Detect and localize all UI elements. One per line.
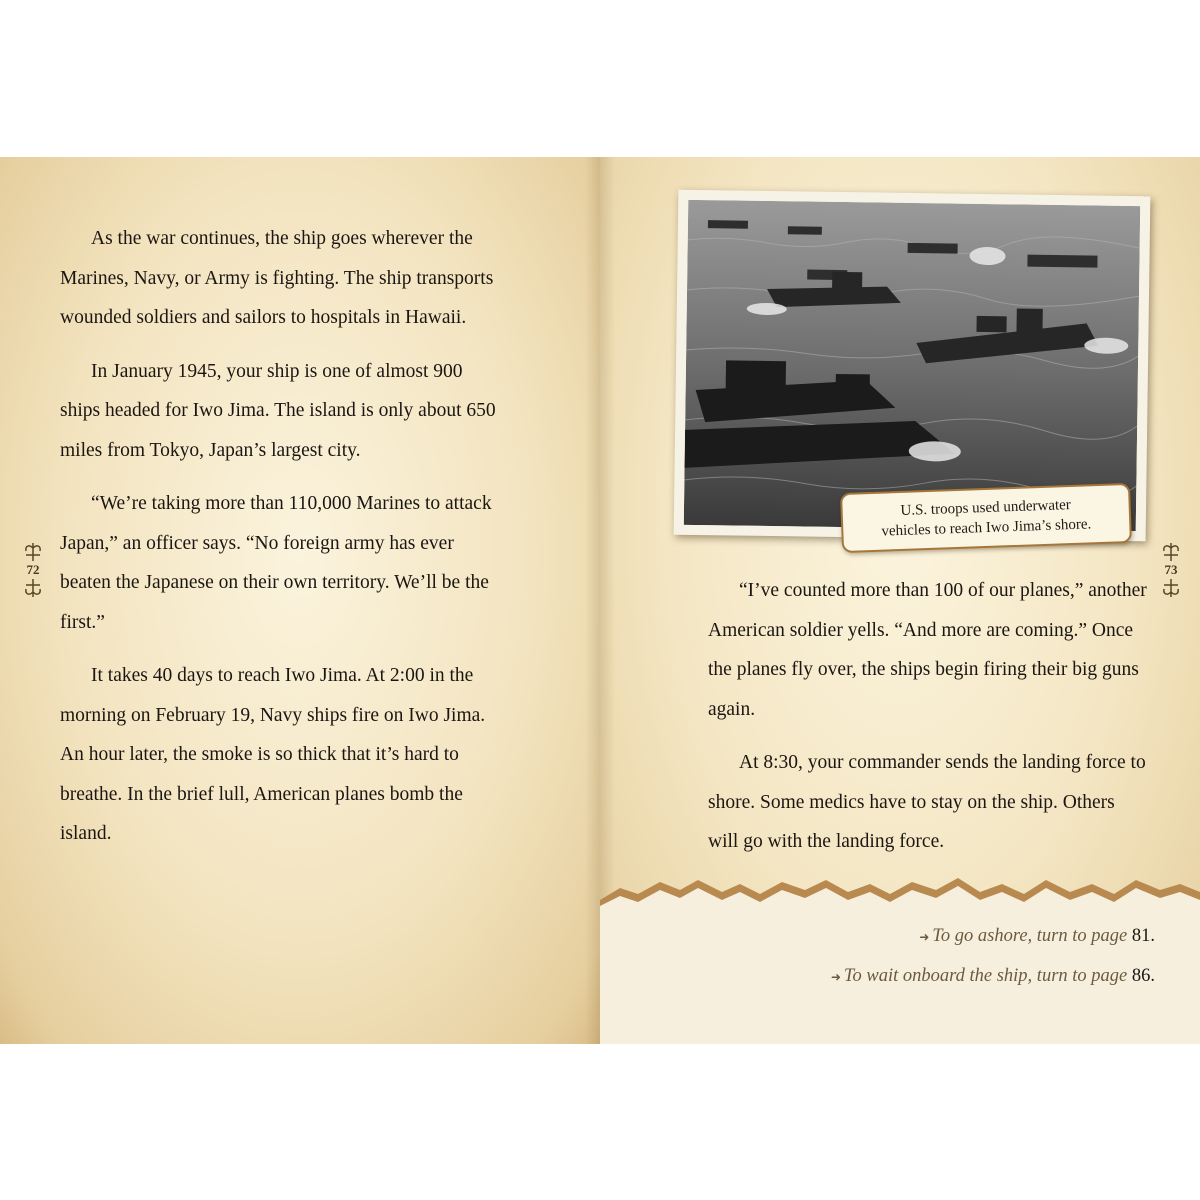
page-number-left: 72: [26, 562, 40, 577]
page-number-right: 73: [1164, 562, 1178, 577]
caption-line-1: U.S. troops used underwater: [900, 497, 1072, 519]
folio-right: [1156, 542, 1186, 598]
arrow-bullet-icon: ➜: [919, 930, 930, 944]
right-paragraph-1: “I’ve counted more than 100 of our planes,” another American soldier yells. “And more are coming.” Once the planes fly over, the ships begin firing their big guns again.: [708, 580, 1147, 720]
caption-line-2: vehicles to reach Iwo Jima’s shore.: [881, 516, 1092, 540]
left-paragraph-4: It takes 40 days to reach Iwo Jima. At 2:00 in the morning on February 19, Navy ships fire on Iwo Jima. An hour later, the smoke is so thick that it’s hard to breathe. In the brief lull, American planes bomb the island.: [60, 665, 486, 844]
photo-caption: [840, 483, 1132, 553]
folio-left: [18, 542, 48, 598]
right-paragraph-2: At 8:30, your commander sends the landing force to shore. Some medics have to stay on the ship. Others will go with the landing force.: [708, 752, 1146, 852]
choice-2-text: To wait onboard the ship, turn to page: [843, 966, 1128, 986]
photo-image: [684, 200, 1140, 531]
torn-paper-strip: [600, 870, 1200, 1044]
left-paragraph-2: In January 1945, your ship is one of almost 900 ships headed for Iwo Jima. The island is only about 650 miles from Tokyo, Japan’s largest city.: [60, 360, 496, 461]
right-page-body: [708, 571, 1148, 876]
choice-1-page: 81.: [1131, 926, 1155, 946]
choice-wait-onboard[interactable]: [700, 966, 1155, 987]
left-paragraph-1: As the war continues, the ship goes wherever the Marines, Navy, or Army is fighting. The ship transports wounded soldiers and sailors to hospitals in Hawaii.: [60, 228, 494, 328]
fleur-ornament-icon: [20, 542, 46, 562]
choice-go-ashore[interactable]: [700, 926, 1155, 947]
fleur-ornament-icon: [1158, 578, 1184, 598]
fleur-ornament-icon: [1158, 542, 1184, 562]
left-page: [0, 157, 600, 1044]
left-paragraph-3: “We’re taking more than 110,000 Marines to attack Japan,” an officer says. “No foreign army has ever beaten the Japanese on their own territory. We’ll be the first.”: [60, 493, 492, 633]
fleur-ornament-icon: [20, 578, 46, 598]
choice-1-text: To go ashore, turn to page: [932, 926, 1128, 946]
left-page-body: [60, 219, 500, 868]
arrow-bullet-icon: ➜: [830, 970, 841, 984]
choice-2-page: 86.: [1131, 966, 1155, 986]
